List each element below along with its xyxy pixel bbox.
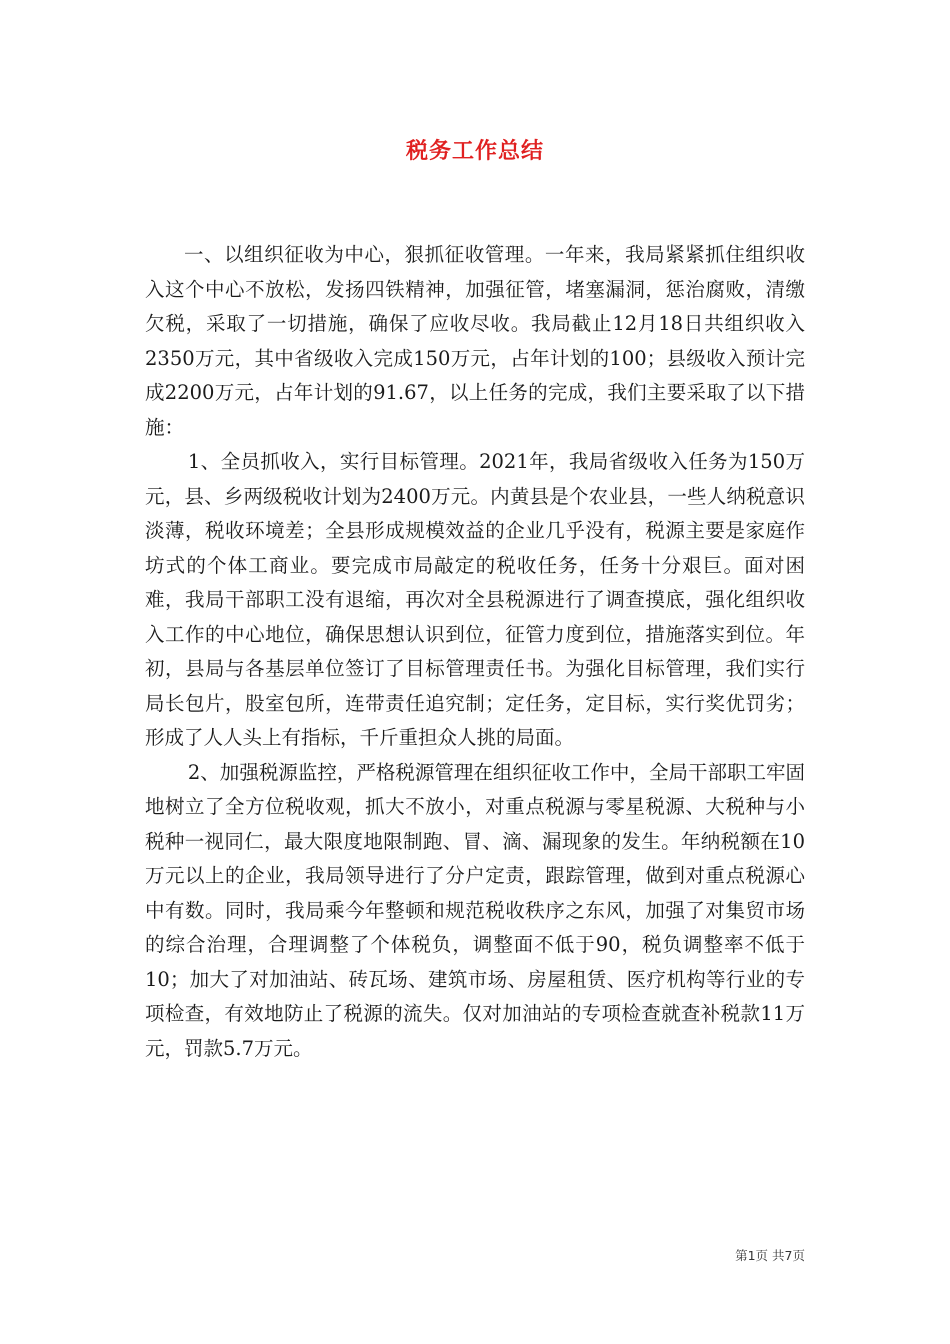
paragraph-intro: 一、以组织征收为中心，狠抓征收管理。一年来，我局紧紧抓住组织收入这个中心不放松，发扬四铁精神，加强征管，堵塞漏洞，惩治腐败，清缴欠税，采取了一切措施，确保了应收尽收。我局截止12月18日共组织收入2350万元，其中省级收入完成150万元，占年计划的100；县级收入预计完成2200万元，占年计划的91.67，以上任务的完成，我们主要采取了以下措施： bbox=[145, 243, 805, 439]
paragraph-measure-2: 2、加强税源监控，严格税源管理在组织征收工作中，全局干部职工牢固地树立了全方位税收观，抓大不放小，对重点税源与零星税源、大税种与小税种一视同仁，最大限度地限制跑、冒、滴、漏现象的发生。年纳税额在10万元以上的企业，我局领导进行了分户定责，跟踪管理，做到对重点税源心中有数。同时，我局乘今年整顿和规范税收秩序之东风，加强了对集贸市场的综合治理，合理调整了个体税负，调整面不低于90，税负调整率不低于10；加大了对加油站、砖瓦场、建筑市场、房屋租赁、医疗机构等行业的专项检查，有效地防止了税源的流失。仅对加油站的专项检查就查补税款11万元，罚款5.7万元。 bbox=[145, 760, 805, 1060]
document-title: 税务工作总结 bbox=[405, 139, 544, 164]
document-body bbox=[145, 238, 805, 1066]
paragraph-measure-1: 1、全员抓收入，实行目标管理。2021年，我局省级收入任务为150万元，县、乡两级税收计划为2400万元。内黄县是个农业县，一些人纳税意识淡薄，税收环境差；全县形成规模效益的企业几乎没有，税源主要是家庭作坊式的个体工商业。要完成市局敲定的税收任务，任务十分艰巨。面对困难，我局干部职工没有退缩，再次对全县税源进行了调查摸底，强化组织收入工作的中心地位，确保思想认识到位，征管力度到位，措施落实到位。年初，县局与各基层单位签订了目标管理责任书。为强化目标管理，我们实行局长包片，股室包所，连带责任追究制；定任务，定目标，实行奖优罚劣；形成了人人头上有指标，千斤重担众人挑的局面。 bbox=[145, 450, 805, 749]
page-number: 第1页 共7页 bbox=[735, 1248, 805, 1263]
